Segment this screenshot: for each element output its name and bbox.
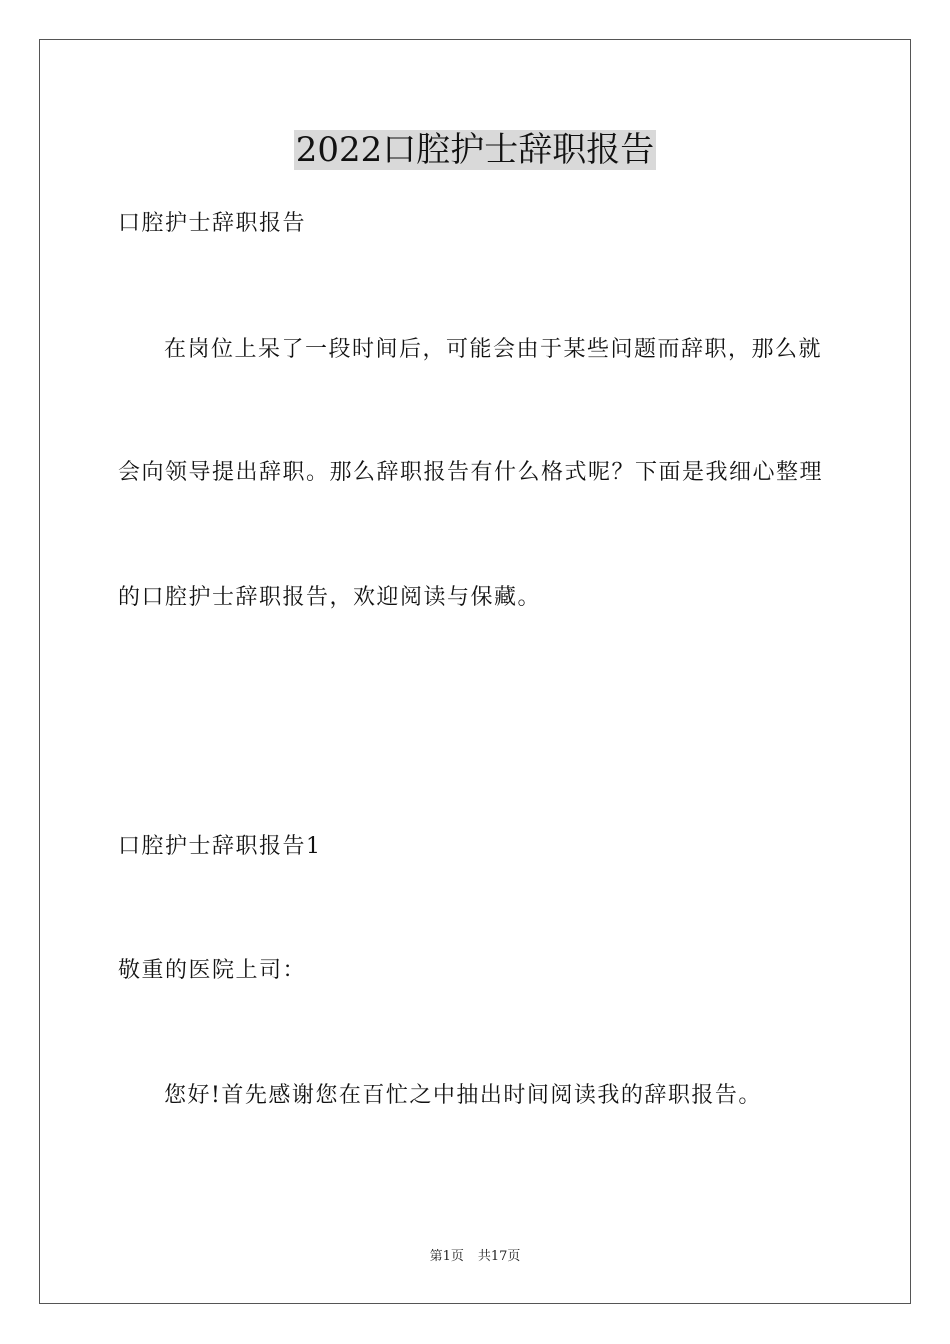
paragraph-line-1: 在岗位上呆了一段时间后，可能会由于某些问题而辞职，那么就 bbox=[164, 337, 823, 362]
page-footer bbox=[0, 1248, 950, 1266]
section-heading: 口腔护士辞职报告1 bbox=[118, 834, 322, 859]
subtitle-line: 口腔护士辞职报告 bbox=[118, 211, 307, 236]
document-title bbox=[0, 128, 950, 172]
title-text: 2022口腔护士辞职报告 bbox=[295, 130, 655, 170]
page-number: 第1页 bbox=[429, 1249, 464, 1264]
salutation-line: 敬重的医院上司： bbox=[118, 958, 307, 983]
paragraph-line-3: 的口腔护士辞职报告，欢迎阅读与保藏。 bbox=[118, 585, 542, 610]
greeting-line: 您好!首先感谢您在百忙之中抽出时间阅读我的辞职报告。 bbox=[164, 1083, 762, 1108]
page-total: 共17页 bbox=[477, 1249, 521, 1264]
paragraph-line-2: 会向领导提出辞职。那么辞职报告有什么格式呢？下面是我细心整理 bbox=[118, 460, 824, 485]
